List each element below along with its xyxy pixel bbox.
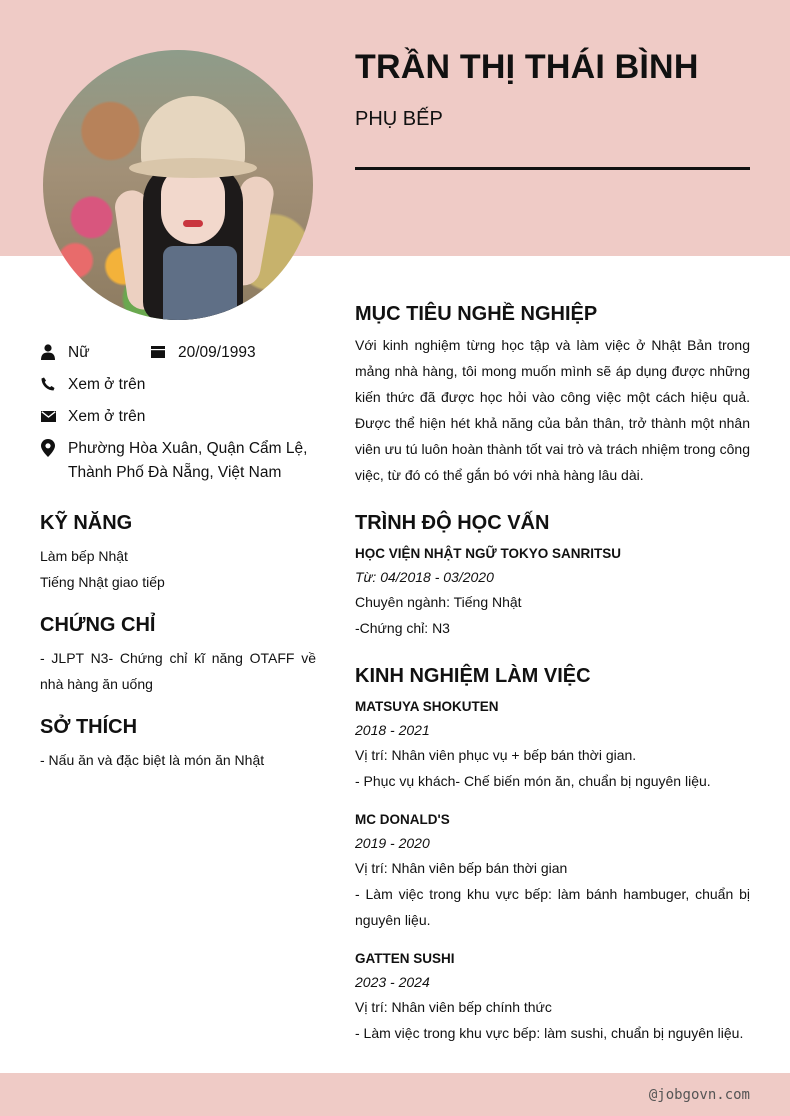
- birthday-row: [150, 341, 256, 365]
- person-icon: [40, 343, 56, 361]
- education-heading: TRÌNH ĐỘ HỌC VẤN: [355, 512, 550, 534]
- education-period: Từ: 04/2018 - 03/2020: [355, 569, 494, 585]
- objective-text: Với kinh nghiệm từng học tập và làm việc ở Nhật Bản trong mảng nhà hàng, tôi mong muốn mình sẽ áp dụng được những kiến thức đã được học hỏi vào công việc một cách hiệu quả. Được thể hiện hét khả năng của bản thân, trở thành một nhân viên ưu tú luôn hoàn thành tốt vai trò và trách nhiệm trong công việc, từ đó có thể gắn bó với nhà hàng lâu dài.: [355, 337, 750, 483]
- job-role: Vị trí: Nhân viên phục vụ + bếp bán thời gian.: [355, 747, 637, 763]
- job-company: MATSUYA SHOKUTEN: [355, 699, 499, 714]
- hobbies-text: - Nấu ăn và đặc biệt là món ăn Nhật: [40, 752, 265, 768]
- certificates-text: - JLPT N3- Chứng chỉ kĩ năng OTAFF về nhà hàng ăn uống: [40, 650, 316, 692]
- job-description: - Làm việc trong khu vực bếp: làm bánh hambuger, chuẩn bị nguyên liệu.: [355, 886, 750, 928]
- gender-row: [40, 341, 90, 365]
- phone-row: [40, 373, 145, 397]
- title-divider: [355, 167, 750, 170]
- education-school: HỌC VIỆN NHẬT NGỮ TOKYO SANRITSU: [355, 546, 621, 561]
- profile-photo: [43, 50, 313, 320]
- job-role: Vị trí: Nhân viên bếp bán thời gian: [355, 860, 568, 876]
- job-description: - Phục vụ khách- Chế biến món ăn, chuẩn bị nguyên liệu.: [355, 773, 711, 789]
- job-company: GATTEN SUSHI: [355, 951, 455, 966]
- address-text: Phường Hòa Xuân, Quận Cẩm Lệ, Thành Phố Đà Nẵng, Việt Nam: [68, 440, 308, 481]
- footer-handle: @jobgovn.com: [648, 1087, 750, 1103]
- job-period: 2018 - 2021: [355, 722, 430, 738]
- email-text: Xem ở trên: [68, 408, 146, 425]
- job-role: Vị trí: Nhân viên bếp chính thức: [355, 999, 552, 1015]
- skill-item: Làm bếp Nhật: [40, 548, 128, 564]
- birthday-text: 20/09/1993: [178, 344, 256, 361]
- job-description: - Làm việc trong khu vực bếp: làm sushi, chuẩn bị nguyên liệu.: [355, 1025, 744, 1041]
- job-position: PHỤ BẾP: [355, 108, 443, 130]
- location-pin-icon: [40, 439, 56, 457]
- calendar-icon: [150, 343, 166, 361]
- phone-icon: [40, 375, 56, 393]
- certificates-heading: CHỨNG CHỈ: [40, 614, 156, 636]
- hobbies-heading: SỞ THÍCH: [40, 716, 138, 738]
- education-major: Chuyên ngành: Tiếng Nhật: [355, 594, 522, 610]
- skills-heading: KỸ NĂNG: [40, 512, 133, 534]
- candidate-name: TRẦN THỊ THÁI BÌNH: [355, 48, 699, 86]
- job-period: 2023 - 2024: [355, 974, 430, 990]
- address-row: [40, 437, 325, 485]
- skill-item: Tiếng Nhật giao tiếp: [40, 574, 165, 590]
- job-period: 2019 - 2020: [355, 835, 430, 851]
- gender-text: Nữ: [68, 344, 90, 361]
- experience-heading: KINH NGHIỆM LÀM VIỆC: [355, 665, 591, 687]
- phone-text: Xem ở trên: [68, 376, 146, 393]
- objective-heading: MỤC TIÊU NGHỀ NGHIỆP: [355, 303, 598, 325]
- education-cert: -Chứng chỉ: N3: [355, 620, 450, 636]
- mail-icon: [40, 407, 56, 425]
- job-company: MC DONALD'S: [355, 812, 450, 827]
- email-row: [40, 405, 145, 429]
